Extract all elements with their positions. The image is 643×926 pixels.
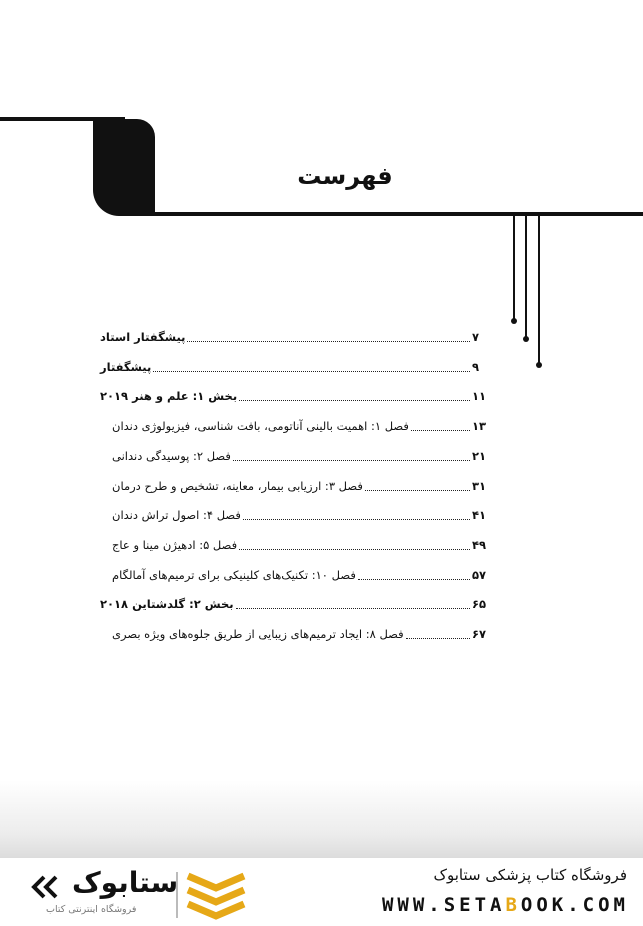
logo-chevrons-icon xyxy=(184,870,248,920)
dropline-1 xyxy=(513,214,515,320)
toc-entry-label: فصل ۸: ایجاد ترمیم‌های زیبایی از طریق جلوه‌های ویژه بصری xyxy=(112,627,404,641)
toc-leader-dots xyxy=(236,607,470,609)
dropline-dot-3 xyxy=(536,362,542,368)
toc-entry-page: ۷ xyxy=(472,330,480,344)
toc-leader-dots xyxy=(239,399,470,401)
toc-entry[interactable] xyxy=(98,318,490,346)
toc-leader-dots xyxy=(153,370,470,372)
toc-entry-label: فصل ۴: اصول تراش دندان xyxy=(112,508,241,523)
toc-leader-dots xyxy=(239,548,470,550)
store-url[interactable]: WWW.SETABOOK.COM xyxy=(381,894,629,916)
header-tab xyxy=(93,119,155,216)
toc-entry-page: ۳۱ xyxy=(472,478,487,493)
logo-wordmark: ستابوک xyxy=(72,866,179,899)
toc-entry[interactable] xyxy=(110,615,490,643)
toc-entry[interactable] xyxy=(110,437,490,465)
toc-entry-page: ۵۷ xyxy=(472,567,487,582)
toc-entry-label: پیشگفتار استاد xyxy=(100,330,186,344)
toc-entry-page: ۶۵ xyxy=(472,597,487,612)
toc-entry[interactable] xyxy=(110,496,490,524)
toc-leader-dots xyxy=(406,637,470,639)
toc-entry-label: بخش ۲: گلدشتاین ۲۰۱۸ xyxy=(100,597,234,612)
toc-entry-label: فصل ۲: پوسیدگی دندانی xyxy=(112,448,231,463)
toc-entry[interactable] xyxy=(98,377,490,405)
toc-entry-page: ۴۹ xyxy=(472,537,487,552)
dropline-2 xyxy=(525,214,527,338)
toc-entry[interactable] xyxy=(110,526,490,554)
toc-entry[interactable] xyxy=(98,348,490,376)
toc-leader-dots xyxy=(187,340,470,342)
toc-entry-label: پیشگفتار xyxy=(100,359,152,374)
dropline-3 xyxy=(538,214,540,364)
toc-entry-label: فصل ۱: اهمیت بالینی آناتومی، بافت شناسی، فیزیولوژی دندان xyxy=(112,419,409,434)
toc-leader-dots xyxy=(411,429,470,431)
toc-entry-label: فصل ۳: ارزیابی بیمار، معاینه، تشخیص و طرح درمان xyxy=(112,478,363,493)
logo-tagline: فروشگاه اینترنتی کتاب xyxy=(46,904,137,915)
store-name: فروشگاه کتاب پزشکی ستابوک xyxy=(433,866,627,884)
toc-entry-page: ۶۷ xyxy=(472,627,487,641)
toc-entry[interactable] xyxy=(98,585,490,613)
toc-leader-dots xyxy=(365,489,470,491)
bottom-shade xyxy=(0,780,643,858)
toc-entry-label: فصل ۵: ادهیژن مینا و عاج xyxy=(112,537,238,552)
toc-entry[interactable] xyxy=(110,556,490,584)
toc-entry-page: ۱۱ xyxy=(472,389,487,404)
header-rule-bottom xyxy=(140,212,643,216)
page-title: فهرست xyxy=(297,162,393,190)
dropline-dot-1 xyxy=(511,318,517,324)
logo-arrows-icon xyxy=(30,874,70,900)
toc-entry[interactable] xyxy=(110,467,490,495)
toc-leader-dots xyxy=(358,578,470,580)
toc-entry-page: ۹ xyxy=(472,359,480,374)
toc-entry-page: ۱۳ xyxy=(472,419,487,434)
toc-entry-label: فصل ۱۰: تکنیک‌های کلینیکی برای ترمیم‌های آمالگام xyxy=(112,567,356,582)
dropline-dot-2 xyxy=(523,336,529,342)
toc-entry[interactable] xyxy=(110,407,490,435)
toc-entry-page: ۲۱ xyxy=(472,448,487,463)
toc-leader-dots xyxy=(233,459,470,461)
toc-leader-dots xyxy=(243,518,470,520)
toc-entry-label: بخش ۱: علم و هنر ۲۰۱۹ xyxy=(100,389,238,404)
toc-entry-page: ۴۱ xyxy=(472,508,487,523)
